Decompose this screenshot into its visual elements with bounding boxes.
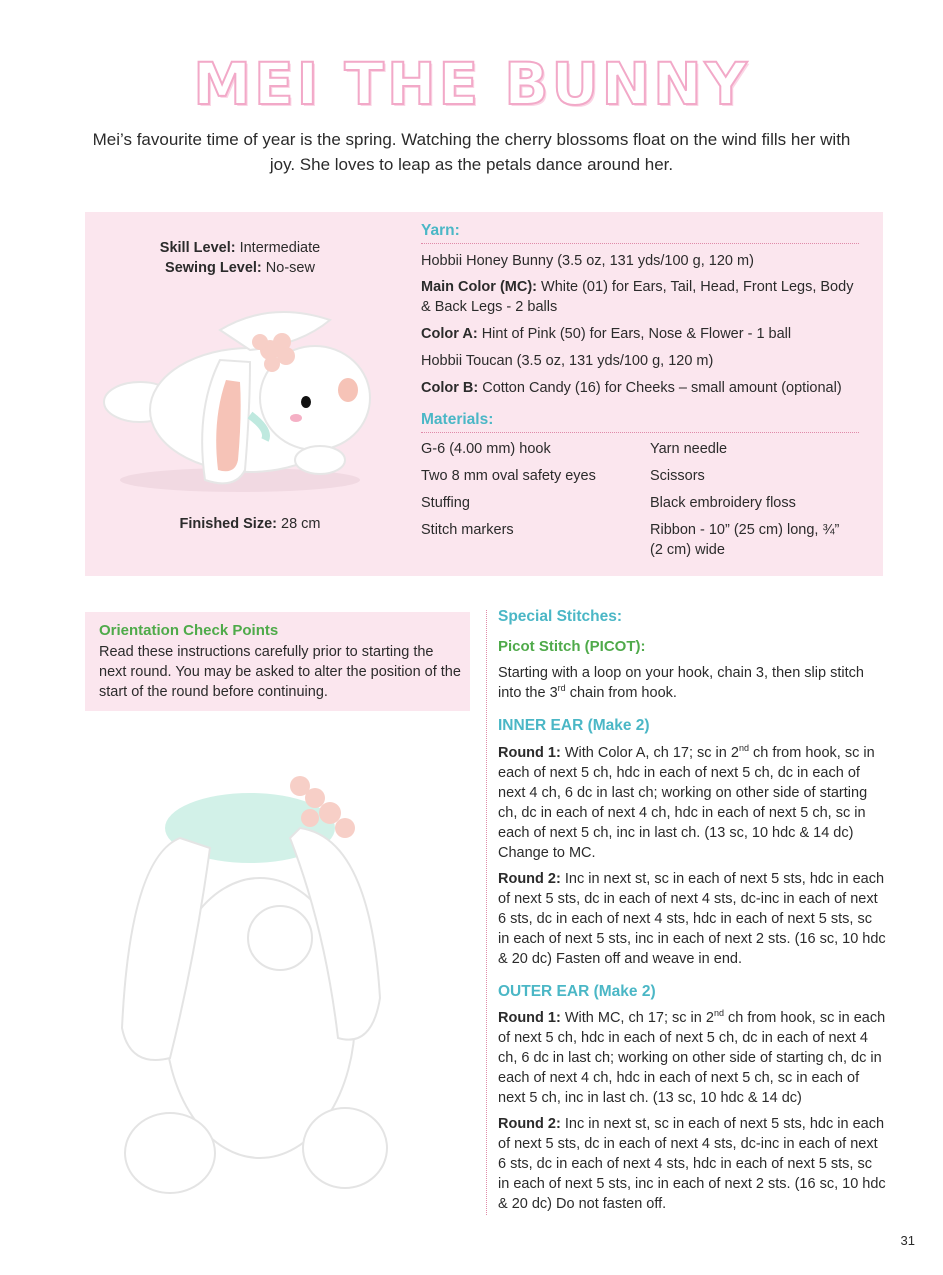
orientation-heading: Orientation Check Points xyxy=(99,622,279,639)
yarn-heading: Yarn: xyxy=(421,222,859,244)
orientation-text: Read these instructions carefully prior to starting the next round. You may be asked to alter the position of the start of the round before continuing. xyxy=(99,644,461,700)
sewing-level: Sewing Level: No-sew xyxy=(165,260,315,276)
bunny-back-photo xyxy=(110,768,390,1198)
material-item: Scissors xyxy=(650,468,705,484)
yarn-main-color: Main Color (MC): White (01) for Ears, Tail, Head, Front Legs, Body & Back Legs - 2 balls xyxy=(421,279,854,315)
yarn-line-1: Hobbii Honey Bunny (3.5 oz, 131 yds/100 g, 120 m) xyxy=(421,253,754,269)
skill-level: Skill Level: Intermediate xyxy=(159,240,321,256)
column-divider xyxy=(486,610,487,1215)
finished-size: Finished Size: 28 cm xyxy=(179,516,321,532)
page-number: 31 xyxy=(900,1233,915,1248)
page-title: MEI THE BUNNY xyxy=(193,50,750,118)
material-item: Stitch markers xyxy=(421,522,514,538)
material-item: Ribbon - 10” (25 cm) long, ¾” (2 cm) wide xyxy=(650,522,840,558)
yarn-color-a: Color A: Hint of Pink (50) for Ears, Nose & Flower - 1 ball xyxy=(421,326,792,342)
special-stitches-heading: Special Stitches: xyxy=(498,608,623,625)
outer-ear-round-1: Round 1: With MC, ch 17; sc in 2nd ch from hook, sc in each of next 5 ch, hdc in each of next 5 ch, dc in each of next 4 ch, 6 dc in last ch; working on other side of starting ch, dc in each of next 4 ch, hdc in each of next 5 ch, sc in each of next 5 ch, inc in last ch. (13 sc, 10 hdc & 14 dc) xyxy=(498,1008,886,1106)
material-item: Two 8 mm oval safety eyes xyxy=(421,468,596,484)
material-item: Stuffing xyxy=(421,495,470,511)
bunny-lying-photo xyxy=(100,290,380,500)
inner-ear-round-1: Round 1: With Color A, ch 17; sc in 2nd ch from hook, sc in each of next 5 ch, hdc in each of next 5 ch, dc in each of next 4 ch, 6 dc in last ch; working on other side of starting ch, dc in each of next 4 ch, hdc in each of next 5 ch, sc in each of next 5 ch, inc in last ch. (13 sc, 10 hdc & 14 dc) Change to MC. xyxy=(498,743,875,861)
inner-ear-heading: INNER EAR (Make 2) xyxy=(498,717,650,734)
outer-ear-heading: OUTER EAR (Make 2) xyxy=(498,983,656,1000)
intro-paragraph: Mei’s favourite time of year is the spring. Watching the cherry blossoms float on the wind fills her with joy. She loves to leap as the petals dance around her. xyxy=(92,130,851,174)
picot-text: Starting with a loop on your hook, chain 3, then slip stitch into the 3rd chain from hook. xyxy=(498,665,864,701)
material-item: Black embroidery floss xyxy=(650,495,796,511)
inner-ear-round-2: Round 2: Inc in next st, sc in each of next 5 sts, hdc in each of next 5 sts, dc in each of next 4 sts, dc-inc in each of next 6 sts, dc in each of next 4 sts, hdc in each of next 5 sts, sc in each of next 5 sts, inc in each of next 2 sts. (16 sc, 10 hdc & 20 dc) Fasten off and weave in end. xyxy=(498,871,886,967)
yarn-line-2: Hobbii Toucan (3.5 oz, 131 yds/100 g, 120 m) xyxy=(421,353,714,369)
materials-heading: Materials: xyxy=(421,411,859,433)
material-item: G-6 (4.00 mm) hook xyxy=(421,441,551,457)
material-item: Yarn needle xyxy=(650,441,728,457)
outer-ear-round-2: Round 2: Inc in next st, sc in each of next 5 sts, hdc in each of next 5 sts, dc in each of next 4 sts, dc-inc in each of next 6 sts, dc in each of next 4 sts, hdc in each of next 5 sts, sc in each of next 5 sts, inc in each of next 2 sts. (16 sc, 10 hdc & 20 dc) Do not fasten off. xyxy=(498,1116,886,1212)
yarn-color-b: Color B: Cotton Candy (16) for Cheeks – small amount (optional) xyxy=(421,380,842,396)
picot-heading: Picot Stitch (PICOT): xyxy=(498,638,646,655)
